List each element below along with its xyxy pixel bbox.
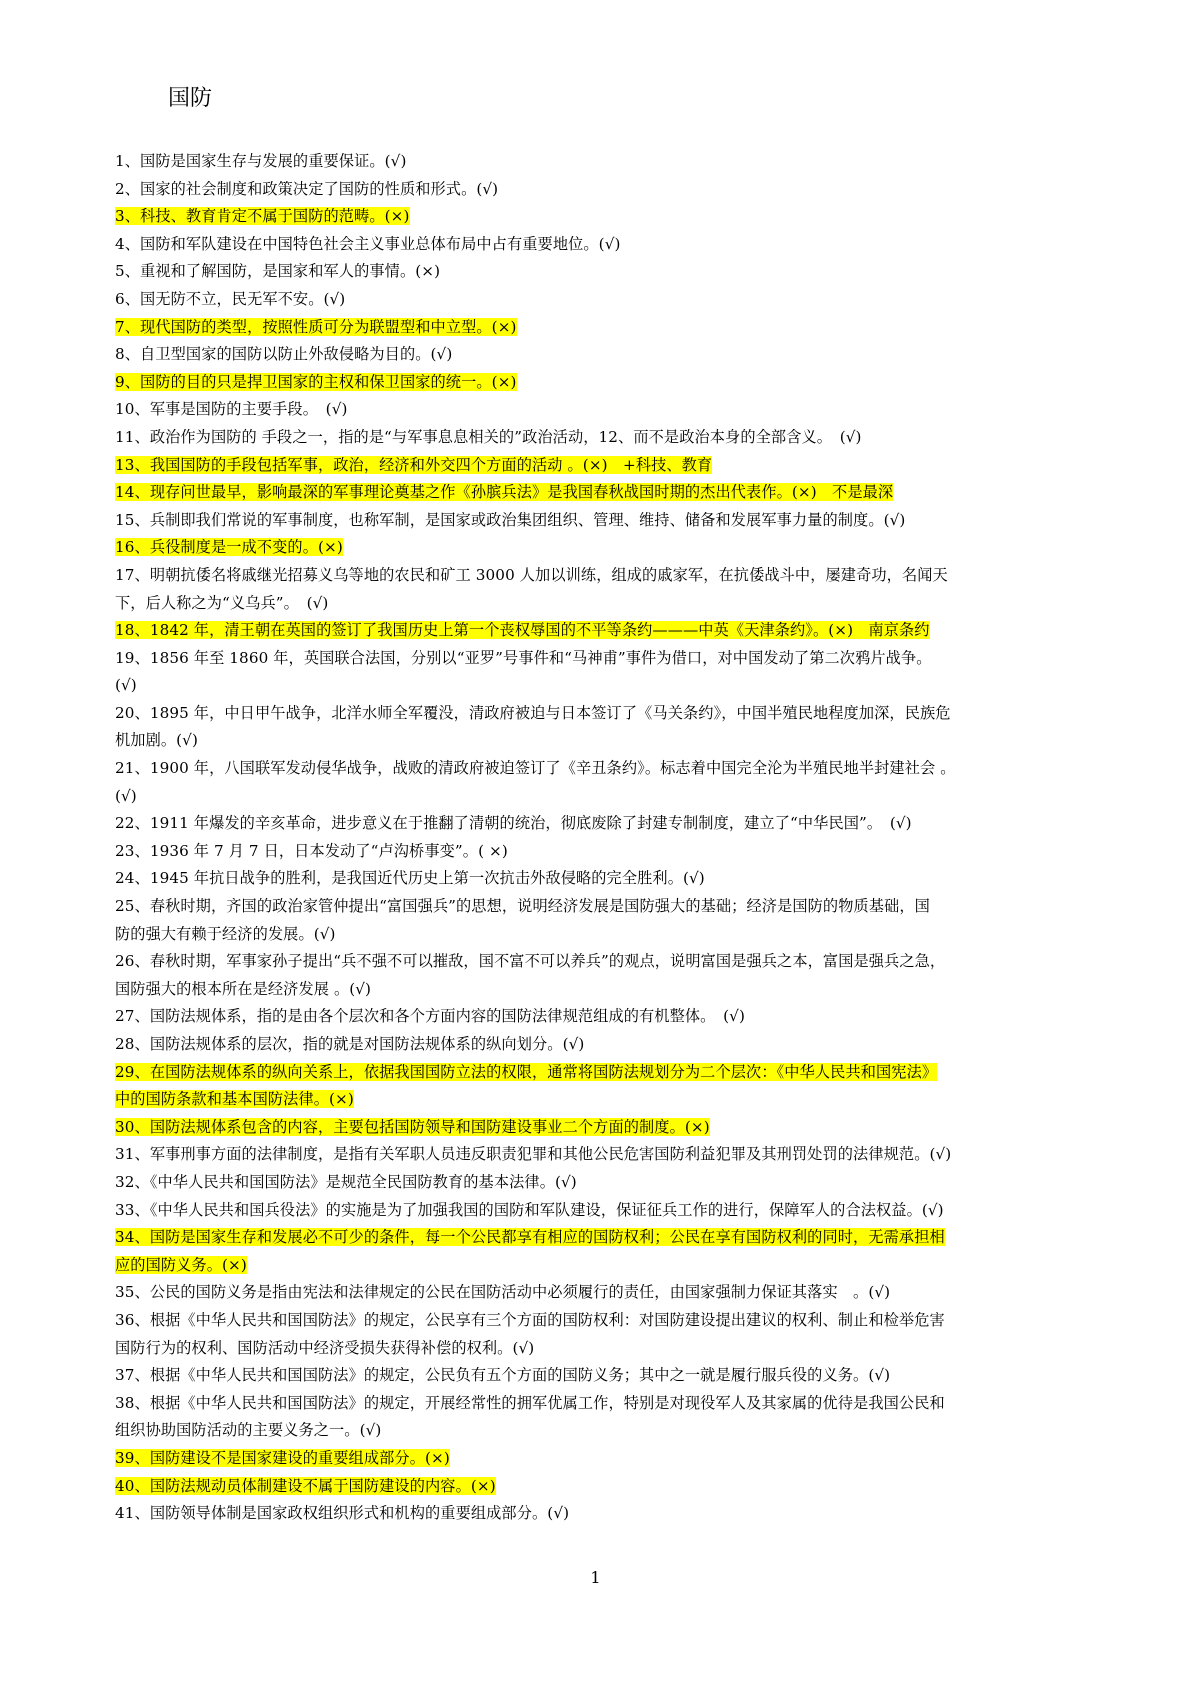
line-text: 组织协助国防活动的主要义务之一。(√): [115, 1421, 382, 1440]
text-line: [115, 231, 1081, 259]
line-text: 4、国防和军队建设在中国特色社会主义事业总体布局中占有重要地位。(√): [115, 234, 621, 253]
text-line: [115, 507, 1081, 535]
line-text: 23、1936 年 7 月 7 日，日本发动了“卢沟桥事变”。( ×): [115, 841, 508, 860]
text-line: [115, 948, 1081, 976]
text-line: [115, 1224, 1081, 1252]
text-line: [115, 672, 1081, 700]
line-text: 10、军事是国防的主要手段。 (√): [115, 400, 348, 419]
line-text: 20、1895 年，中日甲午战争，北洋水师全军覆没，清政府被迫与日本签订了《马关条约》，中国半殖民地程度加深，民族危: [115, 703, 951, 722]
text-line: [115, 1279, 1081, 1307]
text-line: [115, 534, 1081, 562]
highlighted-line-text: 29、在国防法规体系的纵向关系上，依据我国国防立法的权限，通常将国防法规划分为二个层次：《中华人民共和国宪法》: [115, 1062, 938, 1081]
text-line: [115, 1473, 1081, 1501]
text-line: [115, 1059, 1081, 1087]
text-line: [115, 1307, 1081, 1335]
line-text: (√): [115, 676, 137, 695]
text-line: [115, 1500, 1081, 1528]
text-line: [115, 1003, 1081, 1031]
text-line: [115, 755, 1081, 783]
page-title: 国防: [168, 86, 213, 111]
text-line: [115, 1362, 1081, 1390]
text-line: [115, 341, 1081, 369]
text-line: [115, 1086, 1081, 1114]
highlighted-line-text: 39、国防建设不是国家建设的重要组成部分。(×): [115, 1448, 450, 1467]
line-text: 17、明朝抗倭名将戚继光招募义乌等地的农民和矿工 3000 人加以训练，组成的戚家军，在抗倭战斗中，屡建奇功，名闻天: [115, 565, 948, 584]
line-text: 机加剧。(√): [115, 731, 198, 750]
highlighted-line-text: 30、国防法规体系包含的内容，主要包括国防领导和国防建设事业二个方面的制度。(×): [115, 1117, 710, 1136]
line-text: 35、公民的国防义务是指由宪法和法律规定的公民在国防活动中必须履行的责任，由国家强制力保证其落实 。(√): [115, 1283, 891, 1302]
text-line: [115, 865, 1081, 893]
line-text: 26、春秋时期，军事家孙子提出“兵不强不可以摧敌，国不富不可以养兵”的观点，说明富国是强兵之本，富国是强兵之急，: [115, 952, 946, 971]
line-text: 37、根据《中华人民共和国国防法》的规定，公民负有五个方面的国防义务；其中之一就是履行服兵役的义务。(√): [115, 1366, 891, 1385]
text-line: [115, 1445, 1081, 1473]
text-line: [115, 396, 1081, 424]
text-line: [115, 1390, 1081, 1418]
line-text: 36、根据《中华人民共和国国防法》的规定，公民享有三个方面的国防权利：对国防建设提出建议的权利、制止和检举危害: [115, 1310, 945, 1329]
line-text: 32、《中华人民共和国国防法》是规范全民国防教育的基本法律。(√): [115, 1172, 577, 1191]
line-text: 33、《中华人民共和国兵役法》的实施是为了加强我国的国防和军队建设，保证征兵工作的进行，保障军人的合法权益。(√): [115, 1200, 944, 1219]
line-text: (√): [115, 786, 137, 805]
text-line: [115, 617, 1081, 645]
text-line: [115, 148, 1081, 176]
line-text: 1、国防是国家生存与发展的重要保证。(√): [115, 152, 407, 170]
line-text: 21、1900 年，八国联军发动侵华战争，战败的清政府被迫签订了《辛丑条约》。标志着中国完全沦为半殖民地半封建社会 。: [115, 759, 956, 778]
text-line: [115, 258, 1081, 286]
highlighted-line-text: 18、1842 年，清王朝在英国的签订了我国历史上第一个丧权辱国的不平等条约———中英《天津条约》。(×) 南京条约: [115, 621, 930, 640]
highlighted-line-text: 13、我国国防的手段包括军事，政治，经济和外交四个方面的活动 。(×) +科技、教育: [115, 455, 713, 474]
line-text: 下，后人称之为“义乌兵”。 (√): [115, 593, 329, 612]
highlighted-line-text: 16、兵役制度是一成不变的。(×): [115, 538, 343, 557]
text-line: [115, 783, 1081, 811]
text-line: [115, 452, 1081, 480]
text-line: [115, 1335, 1081, 1363]
text-line: [115, 1252, 1081, 1280]
text-line: [115, 1141, 1081, 1169]
text-line: [115, 976, 1081, 1004]
text-line: [115, 700, 1081, 728]
text-line: [115, 424, 1081, 452]
line-text: 6、国无防不立，民无军不安。(√): [115, 289, 346, 308]
text-line: [115, 369, 1081, 397]
line-text: 19、1856 年至 1860 年，英国联合法国，分别以“亚罗”号事件和“马神甫”事件为借口，对中国发动了第二次鸦片战争。: [115, 648, 932, 667]
text-line: [115, 590, 1081, 618]
text-line: [115, 314, 1081, 342]
text-line: [115, 810, 1081, 838]
text-line: [115, 562, 1081, 590]
highlighted-line-text: 14、现存问世最早，影响最深的军事理论奠基之作《孙膑兵法》是我国春秋战国时期的杰出代表作。(×) 不是最深: [115, 483, 894, 502]
line-text: 25、春秋时期，齐国的政治家管仲提出“富国强兵”的思想，说明经济发展是国防强大的基础；经济是国防的物质基础，国: [115, 897, 930, 916]
line-text: 2、国家的社会制度和政策决定了国防的性质和形式。(√): [115, 179, 499, 198]
highlighted-line-text: 中的国防条款和基本国防法律。(×): [115, 1090, 354, 1109]
question-list: [115, 148, 1081, 1528]
highlighted-line-text: 34、国防是国家生存和发展必不可少的条件，每一个公民都享有相应的国防权利；公民在享有国防权利的同时，无需承担相: [115, 1228, 945, 1247]
line-text: 27、国防法规体系，指的是由各个层次和各个方面内容的国防法律规范组成的有机整体。 (√): [115, 1007, 745, 1026]
line-text: 28、国防法规体系的层次，指的就是对国防法规体系的纵向划分。(√): [115, 1035, 585, 1053]
text-line: [115, 645, 1081, 673]
text-line: [115, 1031, 1081, 1059]
text-line: [115, 479, 1081, 507]
line-text: 22、1911 年爆发的辛亥革命，进步意义在于推翻了清朝的统治，彻底废除了封建专制制度，建立了“中华民国”。 (√): [115, 814, 912, 833]
line-text: 国防行为的权利、国防活动中经济受损失获得补偿的权利。(√): [115, 1338, 535, 1357]
line-text: 国防强大的根本所在是经济发展 。(√): [115, 979, 372, 998]
line-text: 15、兵制即我们常说的军事制度，也称军制，是国家或政治集团组织、管理、维持、储备和发展军事力量的制度。(√): [115, 510, 906, 529]
text-line: [115, 1417, 1081, 1445]
line-text: 11、政治作为国防的 手段之一，指的是“与军事息息相关的”政治活动，12、而不是政治本身的全部含义。 (√): [115, 427, 862, 446]
highlighted-line-text: 40、国防法规动员体制建设不属于国防建设的内容。(×): [115, 1476, 496, 1495]
text-line: [115, 838, 1081, 866]
text-line: [115, 1114, 1081, 1142]
text-line: [115, 921, 1081, 949]
line-text: 防的强大有赖于经济的发展。(√): [115, 924, 336, 943]
line-text: 5、重视和了解国防，是国家和军人的事情。(×): [115, 262, 441, 281]
line-text: 31、军事刑事方面的法律制度，是指有关军职人员违反职责犯罪和其他公民危害国防利益犯罪及其刑罚处罚的法律规范。(√): [115, 1145, 952, 1164]
text-line: [115, 893, 1081, 921]
text-line: [115, 176, 1081, 204]
highlighted-line-text: 3、科技、教育肯定不属于国防的范畴。(×): [115, 207, 410, 226]
page-number: 1: [590, 1568, 601, 1587]
text-line: [115, 727, 1081, 755]
line-text: 41、国防领导体制是国家政权组织形式和机构的重要组成部分。(√): [115, 1504, 570, 1523]
line-text: 38、根据《中华人民共和国国防法》的规定，开展经常性的拥军优属工作，特别是对现役军人及其家属的优待是我国公民和: [115, 1393, 945, 1412]
highlighted-line-text: 9、国防的目的只是捍卫国家的主权和保卫国家的统一。(×): [115, 372, 517, 391]
text-line: [115, 1169, 1081, 1197]
highlighted-line-text: 7、现代国防的类型，按照性质可分为联盟型和中立型。(×): [115, 317, 517, 336]
text-line: [115, 1197, 1081, 1225]
highlighted-line-text: 应的国防义务。(×): [115, 1255, 247, 1274]
line-text: 24、1945 年抗日战争的胜利，是我国近代历史上第一次抗击外敌侵略的完全胜利。(√): [115, 869, 705, 888]
text-line: [115, 203, 1081, 231]
line-text: 8、自卫型国家的国防以防止外敌侵略为目的。(√): [115, 345, 453, 364]
text-line: [115, 286, 1081, 314]
